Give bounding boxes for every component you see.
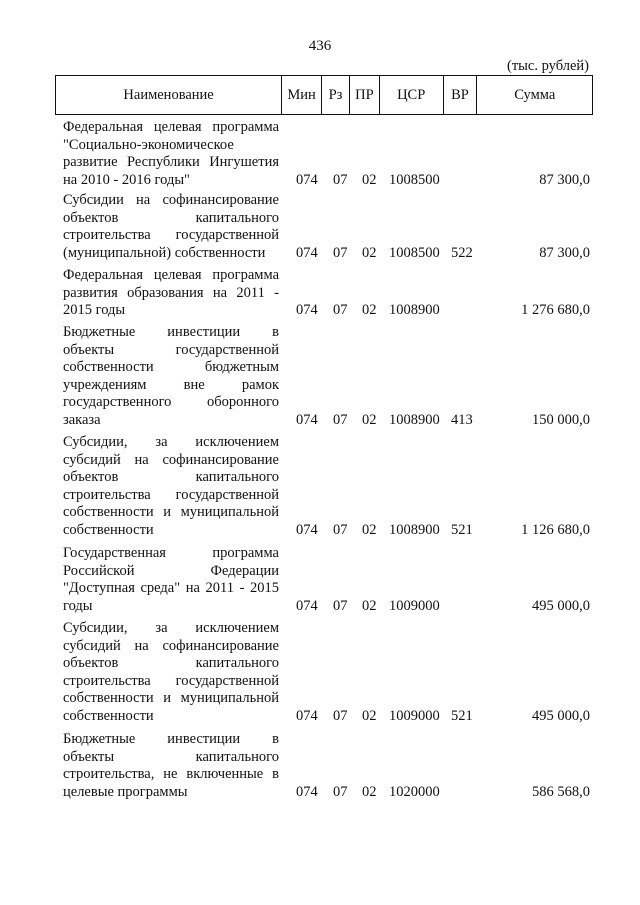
row-name — [63, 545, 279, 615]
row-name — [63, 620, 279, 726]
cell-pr: 02 — [362, 171, 377, 188]
cell-rz: 07 — [333, 522, 348, 538]
row-name-line: "Доступная среда" на 2011 - 2015 — [63, 580, 279, 597]
row-name-line: Субсидии, за исключением — [63, 620, 279, 636]
cell-min: 074 — [296, 412, 318, 428]
cell-vr: 521 — [451, 522, 473, 538]
header-vr: ВР — [443, 76, 477, 114]
row-name-line: "Социально-экономическое — [63, 136, 234, 153]
cell-sum: 1 276 680,0 — [521, 302, 590, 319]
row-name-line: собственности и муниципальной — [63, 690, 279, 707]
cell-min: 074 — [296, 244, 318, 261]
row-name-line: развития образования на 2011 - — [63, 284, 279, 301]
cell-pr: 02 — [362, 522, 377, 538]
header-sum: Сумма — [476, 76, 592, 114]
page-number: 436 — [308, 38, 332, 54]
row-name-line: годы — [63, 597, 93, 614]
cell-pr: 02 — [362, 244, 377, 261]
row-name-line: объектов капитального — [63, 655, 279, 672]
cell-vr: 522 — [451, 244, 473, 261]
cell-csr: 1008900 — [389, 412, 440, 428]
row-name-line: Государственная программа — [63, 545, 279, 561]
cell-sum: 150 000,0 — [532, 412, 590, 428]
cell-csr: 1008900 — [389, 302, 440, 319]
row-name-line: собственности — [63, 707, 154, 724]
row-name-line: на 2010 - 2016 годы" — [63, 171, 190, 188]
cell-pr: 02 — [362, 302, 377, 319]
cell-min: 074 — [296, 708, 318, 724]
cell-sum: 495 000,0 — [532, 708, 590, 724]
row-name-line: собственности и муниципальной — [63, 504, 279, 521]
cell-rz: 07 — [333, 708, 348, 724]
cell-rz: 07 — [333, 171, 348, 188]
header-rz: Рз — [321, 76, 349, 114]
header-min: Мин — [281, 76, 321, 114]
cell-min: 074 — [296, 171, 318, 188]
row-name-line: государственного оборонного — [63, 394, 279, 411]
row-name-line: Бюджетные инвестиции в — [63, 324, 279, 340]
row-name-line: строительства, не включенные в — [63, 766, 279, 783]
row-name — [63, 192, 279, 262]
row-name-line: строительства государственной — [63, 227, 279, 244]
row-name-line: объектов капитального — [63, 209, 279, 226]
row-name-line: заказа — [63, 411, 101, 428]
cell-pr: 02 — [362, 708, 377, 724]
row-name-line: строительства государственной — [63, 486, 279, 503]
cell-csr: 1008900 — [389, 522, 440, 538]
row-name — [63, 119, 279, 189]
row-name-line: 2015 годы — [63, 302, 126, 319]
cell-sum: 87 300,0 — [539, 244, 590, 261]
row-name-line: объекты государственной — [63, 341, 279, 358]
cell-sum: 1 126 680,0 — [521, 522, 590, 538]
row-name-line: собственности бюджетным — [63, 359, 279, 376]
cell-rz: 07 — [333, 597, 348, 614]
cell-vr: 521 — [451, 708, 473, 724]
row-name — [63, 731, 279, 801]
cell-min: 074 — [296, 597, 318, 614]
row-name-line: Федеральная целевая программа — [63, 119, 279, 135]
cell-min: 074 — [296, 522, 318, 538]
row-name — [63, 267, 279, 320]
row-name-line: субсидий на софинансирование — [63, 451, 279, 468]
row-name-line: Бюджетные инвестиции в — [63, 731, 279, 747]
row-name-line: Субсидии, за исключением — [63, 434, 279, 450]
row-name-line: строительства государственной — [63, 672, 279, 689]
row-name-line: Федеральная целевая программа — [63, 267, 279, 283]
cell-csr: 1009000 — [389, 597, 440, 614]
header-pr: ПР — [349, 76, 379, 114]
row-name-line: Российской Федерации — [63, 562, 279, 579]
row-name-line: собственности — [63, 521, 154, 538]
cell-sum: 495 000,0 — [532, 597, 590, 614]
row-name — [63, 434, 279, 540]
cell-pr: 02 — [362, 597, 377, 614]
row-name — [63, 324, 279, 430]
cell-min: 074 — [296, 302, 318, 319]
row-name-line: объекты капитального — [63, 748, 279, 765]
row-name-line: целевые программы — [63, 783, 188, 800]
cell-rz: 07 — [333, 412, 348, 428]
row-name-line: (муниципальной) собственности — [63, 244, 266, 261]
row-name-line: Субсидии на софинансирование — [63, 192, 279, 208]
row-name-line: развитие Республики Ингушетия — [63, 154, 279, 171]
header-csr: ЦСР — [379, 76, 443, 114]
cell-sum: 586 568,0 — [532, 783, 590, 800]
cell-rz: 07 — [333, 783, 348, 800]
header-name: Наименование — [123, 86, 214, 103]
row-name-line: учреждениям вне рамок — [63, 376, 279, 393]
cell-csr: 1009000 — [389, 708, 440, 724]
cell-rz: 07 — [333, 244, 348, 261]
cell-rz: 07 — [333, 302, 348, 319]
cell-sum: 87 300,0 — [539, 171, 590, 188]
cell-pr: 02 — [362, 783, 377, 800]
cell-pr: 02 — [362, 412, 377, 428]
cell-min: 074 — [296, 783, 318, 800]
cell-csr: 1020000 — [389, 783, 440, 800]
cell-vr: 413 — [451, 412, 473, 428]
row-name-line: объектов капитального — [63, 469, 279, 486]
row-name-line: субсидий на софинансирование — [63, 637, 279, 654]
cell-csr: 1008500 — [389, 244, 440, 261]
cell-csr: 1008500 — [389, 171, 440, 188]
units-label: (тыс. рублей) — [507, 58, 589, 74]
